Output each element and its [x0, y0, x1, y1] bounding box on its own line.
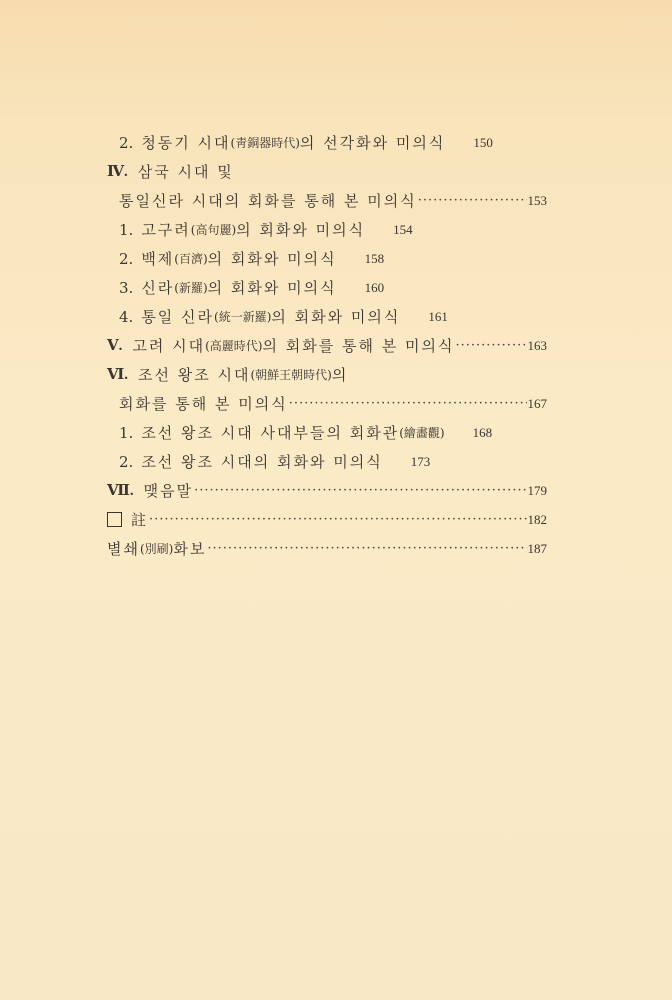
- entry-title: 조선 왕조 시대 사대부들의 회화관: [141, 424, 400, 442]
- entry-title: 맺음말: [143, 482, 194, 500]
- entry-hanja: (統一新羅): [214, 310, 272, 324]
- dot-leader: [455, 338, 526, 353]
- entry-page-number: 158: [364, 250, 385, 266]
- chapter-numeral: Ⅳ.: [107, 164, 128, 180]
- entry-suffix: 의 선각화와 미의식: [299, 134, 446, 152]
- entry-page-number: 163: [527, 337, 547, 353]
- chapter-numeral: Ⅵ.: [107, 367, 128, 383]
- entry-page-number: 173: [410, 453, 431, 469]
- entry-title: 조선 왕조 시대: [138, 366, 251, 384]
- entry-title: 회화를 통해 본 미의식: [119, 395, 288, 413]
- entry-title: 註: [131, 511, 149, 529]
- entry-number: 2.: [119, 452, 134, 471]
- chapter-numeral: Ⅴ.: [107, 338, 123, 354]
- toc-entry-goguryeo: [107, 215, 547, 244]
- dot-leader: [289, 396, 527, 411]
- toc-entry-plates: [107, 534, 547, 563]
- entry-hanja: (朝鮮王朝時代): [250, 368, 332, 382]
- toc-entry-three-kingdoms-heading: [107, 157, 547, 186]
- entry-suffix: 의 회화와 미의식: [271, 308, 401, 326]
- entry-title: 통일신라 시대의 회화를 통해 본 미의식: [119, 192, 417, 210]
- dot-leader: [149, 512, 526, 527]
- toc-entry-notes: [107, 505, 547, 534]
- entry-number: 4.: [119, 307, 134, 326]
- entry-suffix: 의: [331, 366, 349, 384]
- entry-hanja: (新羅): [174, 281, 208, 295]
- entry-page-number: 187: [527, 540, 547, 556]
- entry-page-number: 168: [472, 424, 493, 440]
- entry-suffix: 의 회화와 미의식: [207, 279, 337, 297]
- entry-page-number: 167: [527, 395, 547, 411]
- toc-entry-silla: [107, 273, 547, 302]
- entry-page-number: 182: [527, 511, 547, 527]
- toc-entry-unified-silla-continuation: [107, 186, 547, 215]
- entry-number: 2.: [119, 133, 134, 152]
- toc-entry-joseon-literati: [107, 418, 547, 447]
- entry-title: 고구려: [141, 221, 191, 239]
- entry-hanja: (繪畵觀): [399, 426, 445, 440]
- entry-suffix: 의 회화와 미의식: [236, 221, 366, 239]
- dot-leader: [207, 541, 526, 556]
- toc-entry-joseon-continuation: [107, 389, 547, 418]
- entry-number: 2.: [119, 249, 134, 268]
- entry-title: 청동기 시대: [141, 134, 231, 152]
- toc-entry-bronze-age: [107, 128, 547, 157]
- entry-hanja: (百濟): [174, 252, 208, 266]
- entry-page-number: 153: [527, 192, 547, 208]
- entry-suffix: 의 회화와 미의식: [207, 250, 337, 268]
- entry-hanja: (靑銅器時代): [230, 136, 300, 150]
- toc-entry-conclusion: [107, 476, 547, 505]
- entry-number: 3.: [119, 278, 134, 297]
- dot-leader: [418, 193, 527, 208]
- entry-title: 삼국 시대 및: [137, 163, 234, 181]
- entry-hanja: (高麗時代): [205, 339, 263, 353]
- toc-entry-joseon-painting: [107, 447, 547, 476]
- entry-title: 통일 신라: [141, 308, 215, 326]
- entry-page-number: 154: [393, 221, 413, 237]
- entry-page-number: 160: [364, 279, 385, 295]
- table-of-contents: [107, 128, 547, 563]
- toc-entry-joseon-heading: [107, 360, 547, 389]
- entry-page-number: 150: [473, 134, 493, 150]
- square-bullet-icon: [107, 512, 122, 527]
- toc-entry-unified-silla: [107, 302, 547, 331]
- toc-entry-goryeo: [107, 331, 547, 360]
- entry-page-number: 179: [527, 482, 547, 498]
- toc-entry-baekje: [107, 244, 547, 273]
- entry-title: 별쇄: [107, 540, 140, 558]
- entry-title: 백제: [141, 250, 175, 268]
- entry-hanja: (別刷): [139, 542, 174, 556]
- entry-page-number: 161: [428, 308, 448, 324]
- entry-number: 1.: [119, 220, 134, 239]
- entry-hanja: (高句麗): [190, 223, 237, 237]
- entry-suffix: 화보: [173, 540, 207, 558]
- chapter-numeral: Ⅶ.: [107, 483, 134, 499]
- entry-title: 고려 시대: [132, 337, 206, 355]
- entry-number: 1.: [119, 423, 134, 442]
- entry-title: 신라: [141, 279, 175, 297]
- dot-leader: [194, 483, 526, 498]
- entry-suffix: 의 회화를 통해 본 미의식: [262, 337, 455, 355]
- entry-title: 조선 왕조 시대의 회화와 미의식: [141, 453, 383, 471]
